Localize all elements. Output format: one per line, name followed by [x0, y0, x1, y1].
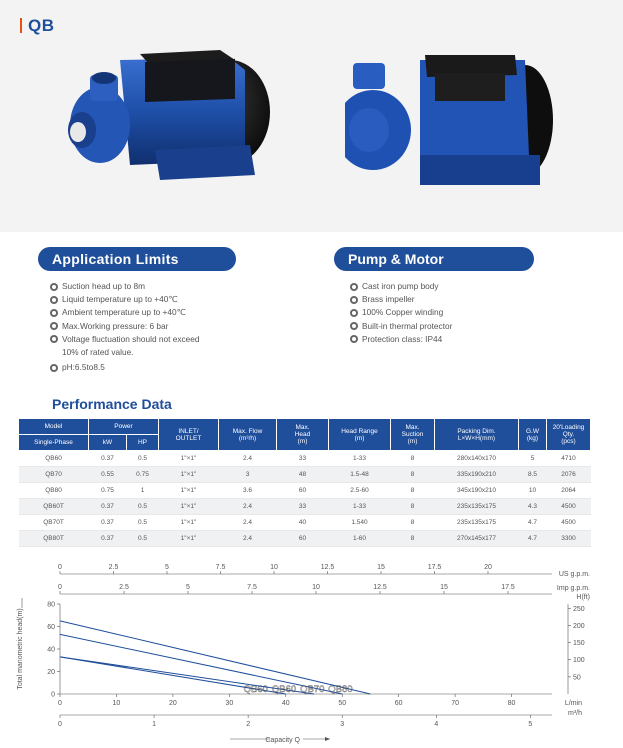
table-cell: 4.7 — [519, 531, 547, 547]
table-cell: 40 — [277, 515, 329, 531]
list-item-text: Protection class: IP44 — [362, 333, 443, 344]
table-cell: 60 — [277, 531, 329, 547]
lmin-unit-label: L/min — [564, 700, 582, 707]
table-cell: QB70T — [19, 515, 89, 531]
list-item-text: Ambient temperature up to +40℃ — [62, 307, 186, 318]
m3h-tick-label: 0 — [58, 721, 62, 728]
table-cell: 0.37 — [89, 515, 127, 531]
header-text: Head Range (m) — [341, 427, 378, 442]
bullet-icon — [50, 322, 58, 330]
table-cell: 2.4 — [219, 499, 277, 515]
us-gpm-tick-label: 7.5 — [215, 564, 226, 571]
table-cell: 235x135x175 — [435, 499, 519, 515]
table-cell: 60 — [277, 483, 329, 499]
list-item-text: Max.Working pressure: 6 bar — [62, 320, 169, 331]
header-hp — [127, 435, 159, 451]
performance-table — [18, 418, 591, 547]
table-cell: 8.5 — [519, 467, 547, 483]
table-cell: 0.75 — [127, 467, 159, 483]
curve-label-qb60: QB60 — [243, 684, 268, 695]
lmin-tick-label: 80 — [507, 700, 516, 707]
title-text: QB — [28, 16, 55, 35]
table-cell: 2.4 — [219, 531, 277, 547]
us-gpm-unit-label: US g.p.m. — [558, 571, 590, 578]
pump-image-front — [60, 40, 275, 205]
head-m-tick-label: 0 — [51, 691, 55, 699]
table-cell: 33 — [277, 499, 329, 515]
table-cell: QB60T — [19, 499, 89, 515]
head-m-tick-label: 20 — [47, 669, 55, 676]
head-ft-tick-label: 100 — [573, 657, 585, 665]
list-item — [50, 361, 250, 374]
table-cell: 33 — [277, 451, 329, 467]
performance-data-heading: Performance Data — [52, 396, 172, 412]
bullet-icon — [50, 364, 58, 372]
imp-gpm-tick-label: 0 — [58, 584, 62, 591]
table-cell: 0.37 — [89, 499, 127, 515]
table-cell: 1"×1" — [159, 531, 219, 547]
header-text: Power — [114, 423, 133, 430]
table-cell: 280x140x170 — [435, 451, 519, 467]
table-cell: 5 — [519, 451, 547, 467]
curve-label-qb70: QB70 — [300, 684, 325, 695]
m3h-tick-label: 3 — [340, 721, 345, 728]
table-cell: QB70 — [19, 467, 89, 483]
list-item-text: Voltage fluctuation should not exceed — [62, 333, 200, 344]
table-cell: 0.37 — [89, 451, 127, 467]
table-cell: 0.5 — [127, 499, 159, 515]
header-text: Model — [44, 423, 63, 430]
header-text: Single-Phase — [34, 439, 73, 446]
pump-image-side — [345, 45, 560, 205]
imp-gpm-tick-label: 10 — [312, 584, 320, 591]
header-text: Max. Flow (m³/h) — [232, 427, 263, 442]
table-row — [19, 483, 591, 499]
table-cell: 2.4 — [219, 515, 277, 531]
header-max-head — [277, 419, 329, 451]
table-cell: 1"×1" — [159, 515, 219, 531]
table-cell: 8 — [391, 451, 435, 467]
table-cell: 1"×1" — [159, 499, 219, 515]
table-cell: 270x145x177 — [435, 531, 519, 547]
table-cell: 10 — [519, 483, 547, 499]
table-cell: QB60 — [19, 451, 89, 467]
us-gpm-tick-label: 10 — [270, 564, 278, 571]
table-cell: 3300 — [547, 531, 591, 547]
table-cell: QB80T — [19, 531, 89, 547]
list-item-text: Brass impeller — [362, 294, 415, 305]
table-cell: 1"×1" — [159, 483, 219, 499]
us-gpm-tick-label: 17.5 — [427, 564, 442, 571]
us-gpm-tick-label: 2.5 — [108, 564, 119, 571]
table-row — [19, 499, 591, 515]
table-cell: 48 — [277, 467, 329, 483]
bullet-icon — [350, 309, 358, 317]
list-item — [350, 306, 550, 319]
table-cell: 0.55 — [89, 467, 127, 483]
imp-gpm-tick-label: 7.5 — [247, 584, 257, 591]
us-gpm-tick-label: 5 — [165, 564, 169, 571]
head-ft-tick-label: 150 — [573, 640, 585, 648]
header-loading — [547, 419, 591, 451]
list-item — [350, 280, 550, 293]
imp-gpm-tick-label: 12.5 — [373, 584, 387, 591]
table-cell: 235x135x175 — [435, 515, 519, 531]
head-ft-tick-label: 250 — [573, 605, 585, 613]
list-item-text: Liquid temperature up to +40℃ — [62, 294, 178, 305]
bullet-icon — [350, 322, 358, 330]
imp-gpm-unit-label: Imp g.p.m. — [556, 585, 590, 592]
product-photo-area — [0, 0, 623, 232]
bullet-icon — [50, 309, 58, 317]
table-cell: 0.5 — [127, 451, 159, 467]
m3h-tick-label: 4 — [434, 721, 439, 728]
us-gpm-tick-label: 20 — [484, 564, 492, 571]
table-cell: 4.7 — [519, 515, 547, 531]
head-ft-tick-label: 200 — [573, 622, 585, 630]
m3h-tick-label: 1 — [152, 721, 157, 728]
lmin-tick-label: 50 — [338, 700, 347, 707]
table-cell: 345x190x210 — [435, 483, 519, 499]
m3h-tick-label: 2 — [246, 721, 251, 728]
performance-curve-chart — [0, 560, 623, 748]
header-head-range — [329, 419, 391, 451]
table-cell: 2.5-60 — [329, 483, 391, 499]
table-cell: 1-33 — [329, 499, 391, 515]
m3h-unit-label: m³/h — [568, 710, 582, 717]
table-cell: 0.75 — [89, 483, 127, 499]
table-cell: QB80 — [19, 483, 89, 499]
application-limits-heading: Application Limits — [38, 247, 236, 271]
table-cell: 1.5-48 — [329, 467, 391, 483]
list-item — [350, 333, 550, 346]
table-row — [19, 467, 591, 483]
header-text: kW — [102, 439, 113, 446]
list-item-text: pH:6.5to8.5 — [62, 362, 105, 373]
table-cell: 0.5 — [127, 531, 159, 547]
bullet-icon — [50, 283, 58, 291]
bullet-icon — [50, 335, 58, 343]
header-inlet-outlet — [159, 419, 219, 451]
page-title — [20, 16, 55, 36]
curve-label-qb60: QB60 — [271, 684, 297, 695]
bullet-icon — [50, 296, 58, 304]
table-cell: 8 — [391, 499, 435, 515]
lmin-tick-label: 60 — [394, 700, 403, 707]
list-item — [350, 320, 550, 333]
table-cell: 0.37 — [89, 531, 127, 547]
table-cell: 1"×1" — [159, 467, 219, 483]
lmin-tick-label: 20 — [168, 700, 177, 707]
head-m-tick-label: 80 — [47, 601, 55, 609]
header-text: INLET/ OUTLET — [175, 427, 202, 442]
table-cell: 0.5 — [127, 515, 159, 531]
table-row — [19, 531, 591, 547]
us-gpm-tick-label: 15 — [377, 564, 385, 571]
head-axis-label: Total manometric head(m) — [17, 608, 24, 690]
curve-label-qb80: QB80 — [328, 684, 353, 695]
pump-motor-heading: Pump & Motor — [334, 247, 534, 271]
header-text: 20'Loading Qty. (pcs) — [552, 424, 585, 445]
list-item-text: Built-in thermal protector — [362, 320, 453, 331]
table-cell: 8 — [391, 531, 435, 547]
table-row — [19, 515, 591, 531]
pump-motor-list — [350, 280, 550, 346]
imp-gpm-tick-label: 5 — [186, 584, 190, 591]
header-single-phase — [19, 435, 89, 451]
m3h-tick-label: 5 — [528, 721, 533, 728]
list-item-text: Cast iron pump body — [362, 281, 439, 291]
header-text: Max. Suction (m) — [401, 424, 424, 445]
table-cell: 8 — [391, 467, 435, 483]
table-cell: 1 — [127, 483, 159, 499]
list-item — [50, 280, 250, 293]
list-item — [50, 293, 250, 306]
header-max-flow — [219, 419, 277, 451]
imp-gpm-tick-label: 15 — [440, 584, 448, 591]
bullet-icon — [350, 335, 358, 343]
table-cell: 3 — [219, 467, 277, 483]
header-text: G.W (kg) — [526, 427, 539, 442]
capacity-arrow-head — [325, 737, 330, 741]
header-text: Max. Head (m) — [294, 424, 311, 445]
lmin-tick-label: 70 — [451, 700, 460, 707]
table-cell: 4500 — [547, 515, 591, 531]
imp-gpm-tick-label: 2.5 — [119, 584, 129, 591]
bullet-icon — [350, 296, 358, 304]
table-cell: 4500 — [547, 499, 591, 515]
imp-gpm-tick-label: 17.5 — [501, 584, 515, 591]
table-cell: 2.4 — [219, 451, 277, 467]
lmin-tick-label: 10 — [112, 700, 121, 707]
head-m-tick-label: 40 — [47, 646, 55, 654]
list-item — [50, 306, 250, 319]
us-gpm-tick-label: 12.5 — [320, 564, 335, 571]
head-ft-tick-label: 50 — [573, 674, 581, 682]
header-gw — [519, 419, 547, 451]
table-cell: 3.6 — [219, 483, 277, 499]
us-gpm-tick-label: 0 — [58, 564, 62, 571]
list-item-text: 10% of rated value. — [62, 347, 134, 358]
header-text: Packing Dim. L×W×H(mm) — [457, 427, 496, 442]
lmin-tick-label: 0 — [58, 700, 62, 707]
header-kw — [89, 435, 127, 451]
bullet-icon — [350, 283, 358, 291]
table-cell: 4.3 — [519, 499, 547, 515]
curve-line-qb80 — [60, 621, 370, 694]
list-item — [50, 320, 250, 333]
capacity-axis-label: Capacity Q — [265, 737, 300, 744]
table-row — [19, 451, 591, 467]
header-power — [89, 419, 159, 435]
list-item-continuation — [50, 346, 250, 359]
list-item — [50, 333, 250, 346]
performance-table-body — [19, 451, 591, 547]
lmin-tick-label: 40 — [281, 700, 290, 707]
table-cell: 1.540 — [329, 515, 391, 531]
table-cell: 335x190x210 — [435, 467, 519, 483]
header-packing — [435, 419, 519, 451]
table-cell: 8 — [391, 515, 435, 531]
header-max-suction — [391, 419, 435, 451]
table-cell: 2076 — [547, 467, 591, 483]
list-item — [350, 293, 550, 306]
title-accent-bar — [20, 18, 22, 33]
head-ft-unit-label: H(ft) — [576, 594, 590, 601]
list-item-text: 100% Copper winding — [362, 307, 444, 318]
header-text: HP — [137, 439, 148, 446]
header-model — [19, 419, 89, 435]
head-m-tick-label: 60 — [47, 624, 55, 631]
lmin-tick-label: 30 — [225, 700, 234, 707]
table-cell: 1-60 — [329, 531, 391, 547]
application-limits-list — [50, 280, 250, 374]
table-cell: 8 — [391, 483, 435, 499]
list-item-text: Suction head up to 8m — [62, 281, 146, 291]
table-cell: 1-33 — [329, 451, 391, 467]
table-cell: 1"×1" — [159, 451, 219, 467]
table-cell: 4710 — [547, 451, 591, 467]
table-cell: 2064 — [547, 483, 591, 499]
